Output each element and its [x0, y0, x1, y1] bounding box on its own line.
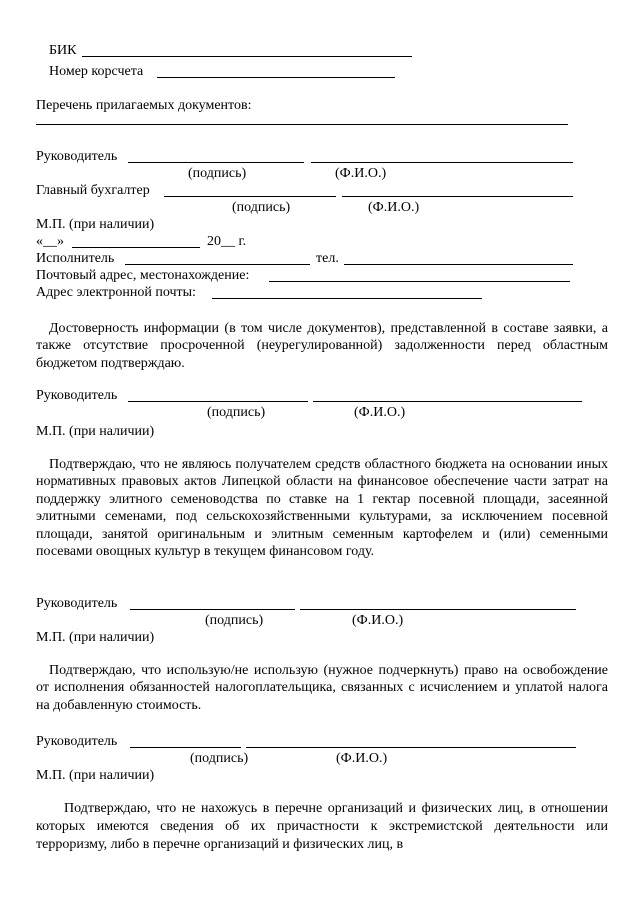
- bik-field-line[interactable]: [82, 56, 412, 57]
- confirmation-paragraph-1: Достоверность информации (в том числе документов), представленной в составе заявки, а также отсутствие просроченной (неурегулированной) задолженности перед областным бюджетом подтверждаю.: [36, 321, 608, 371]
- head-sign-line-3[interactable]: [130, 609, 295, 610]
- head-sign-line-4[interactable]: [130, 747, 241, 748]
- fio-caption-3: (Ф.И.О.): [354, 405, 406, 420]
- corr-account-field-line[interactable]: [157, 77, 395, 78]
- stamp-label-4: М.П. (при наличии): [36, 768, 155, 783]
- vat-exemption-paragraph: Подтверждаю, что использую/не использую (нужное подчеркнуть) право на освобождение от исполнения обязанностей налогоплательщика, связанных с исчислением и уплатой налога на добавленную стоимость.: [36, 663, 608, 713]
- tel-field-line[interactable]: [344, 264, 573, 265]
- head-fio-line-4[interactable]: [246, 747, 576, 748]
- chief-accountant-sign-line[interactable]: [164, 196, 336, 197]
- fio-caption-2: (Ф.И.О.): [368, 200, 420, 215]
- stamp-label-3: М.П. (при наличии): [36, 630, 155, 645]
- executor-label: Исполнитель: [36, 251, 115, 266]
- head-label-3: Руководитель: [36, 596, 118, 611]
- sign-caption-3: (подпись): [207, 405, 266, 420]
- chief-accountant-fio-line[interactable]: [342, 196, 573, 197]
- bik-label: БИК: [49, 43, 77, 58]
- head-label-4: Руководитель: [36, 734, 118, 749]
- email-field-line[interactable]: [212, 298, 482, 299]
- chief-accountant-label: Главный бухгалтер: [36, 183, 150, 198]
- stamp-label-2: М.П. (при наличии): [36, 424, 155, 439]
- sign-caption-1: (подпись): [188, 166, 247, 181]
- date-year: 20__ г.: [207, 234, 247, 249]
- fio-caption-1: (Ф.И.О.): [335, 166, 387, 181]
- head-sign-line-1[interactable]: [128, 162, 304, 163]
- head-fio-line-3[interactable]: [300, 609, 576, 610]
- head-fio-line-1[interactable]: [311, 162, 573, 163]
- attachments-field-line[interactable]: [36, 124, 568, 125]
- confirmation-paragraph-2: Подтверждаю, что не являюсь получателем средств областного бюджета на основании иных нормативных правовых актов Липецкой области на финансовое обеспечение части затрат на поддержку элитного семеноводства по ставке на 1 гектар посевной площади, засеянной элитными семенами, под сельскохозяйственными культурами, за исключением посевной площади, занятой оригинальным и элитным семенным картофелем и (или) семенными посевами овощных культур в текущем финансовом году.: [36, 457, 608, 560]
- extremism-list-paragraph: Подтверждаю, что не нахожусь в перечне организаций и физических лиц, в отношении которых имеются сведения об их причастности к экстремистской деятельности или терроризму, либо в перечне организаций и физических лиц, в: [36, 801, 608, 852]
- tel-label: тел.: [316, 251, 339, 266]
- email-label: Адрес электронной почты:: [36, 285, 196, 300]
- executor-field-line[interactable]: [125, 264, 310, 265]
- attachments-label: Перечень прилагаемых документов:: [36, 98, 252, 113]
- stamp-label-1: М.П. (при наличии): [36, 217, 155, 232]
- head-sign-line-2[interactable]: [128, 401, 308, 402]
- sign-caption-2: (подпись): [232, 200, 291, 215]
- postal-address-field-line[interactable]: [269, 281, 570, 282]
- fio-caption-5: (Ф.И.О.): [336, 751, 388, 766]
- head-label-2: Руководитель: [36, 388, 118, 403]
- sign-caption-5: (подпись): [190, 751, 249, 766]
- corr-account-label: Номер корсчета: [49, 64, 144, 79]
- head-label-1: Руководитель: [36, 149, 118, 164]
- date-month-line[interactable]: [72, 247, 200, 248]
- fio-caption-4: (Ф.И.О.): [352, 613, 404, 628]
- head-fio-line-2[interactable]: [313, 401, 582, 402]
- postal-address-label: Почтовый адрес, местонахождение:: [36, 268, 250, 283]
- sign-caption-4: (подпись): [205, 613, 264, 628]
- date-day: «__»: [36, 234, 64, 249]
